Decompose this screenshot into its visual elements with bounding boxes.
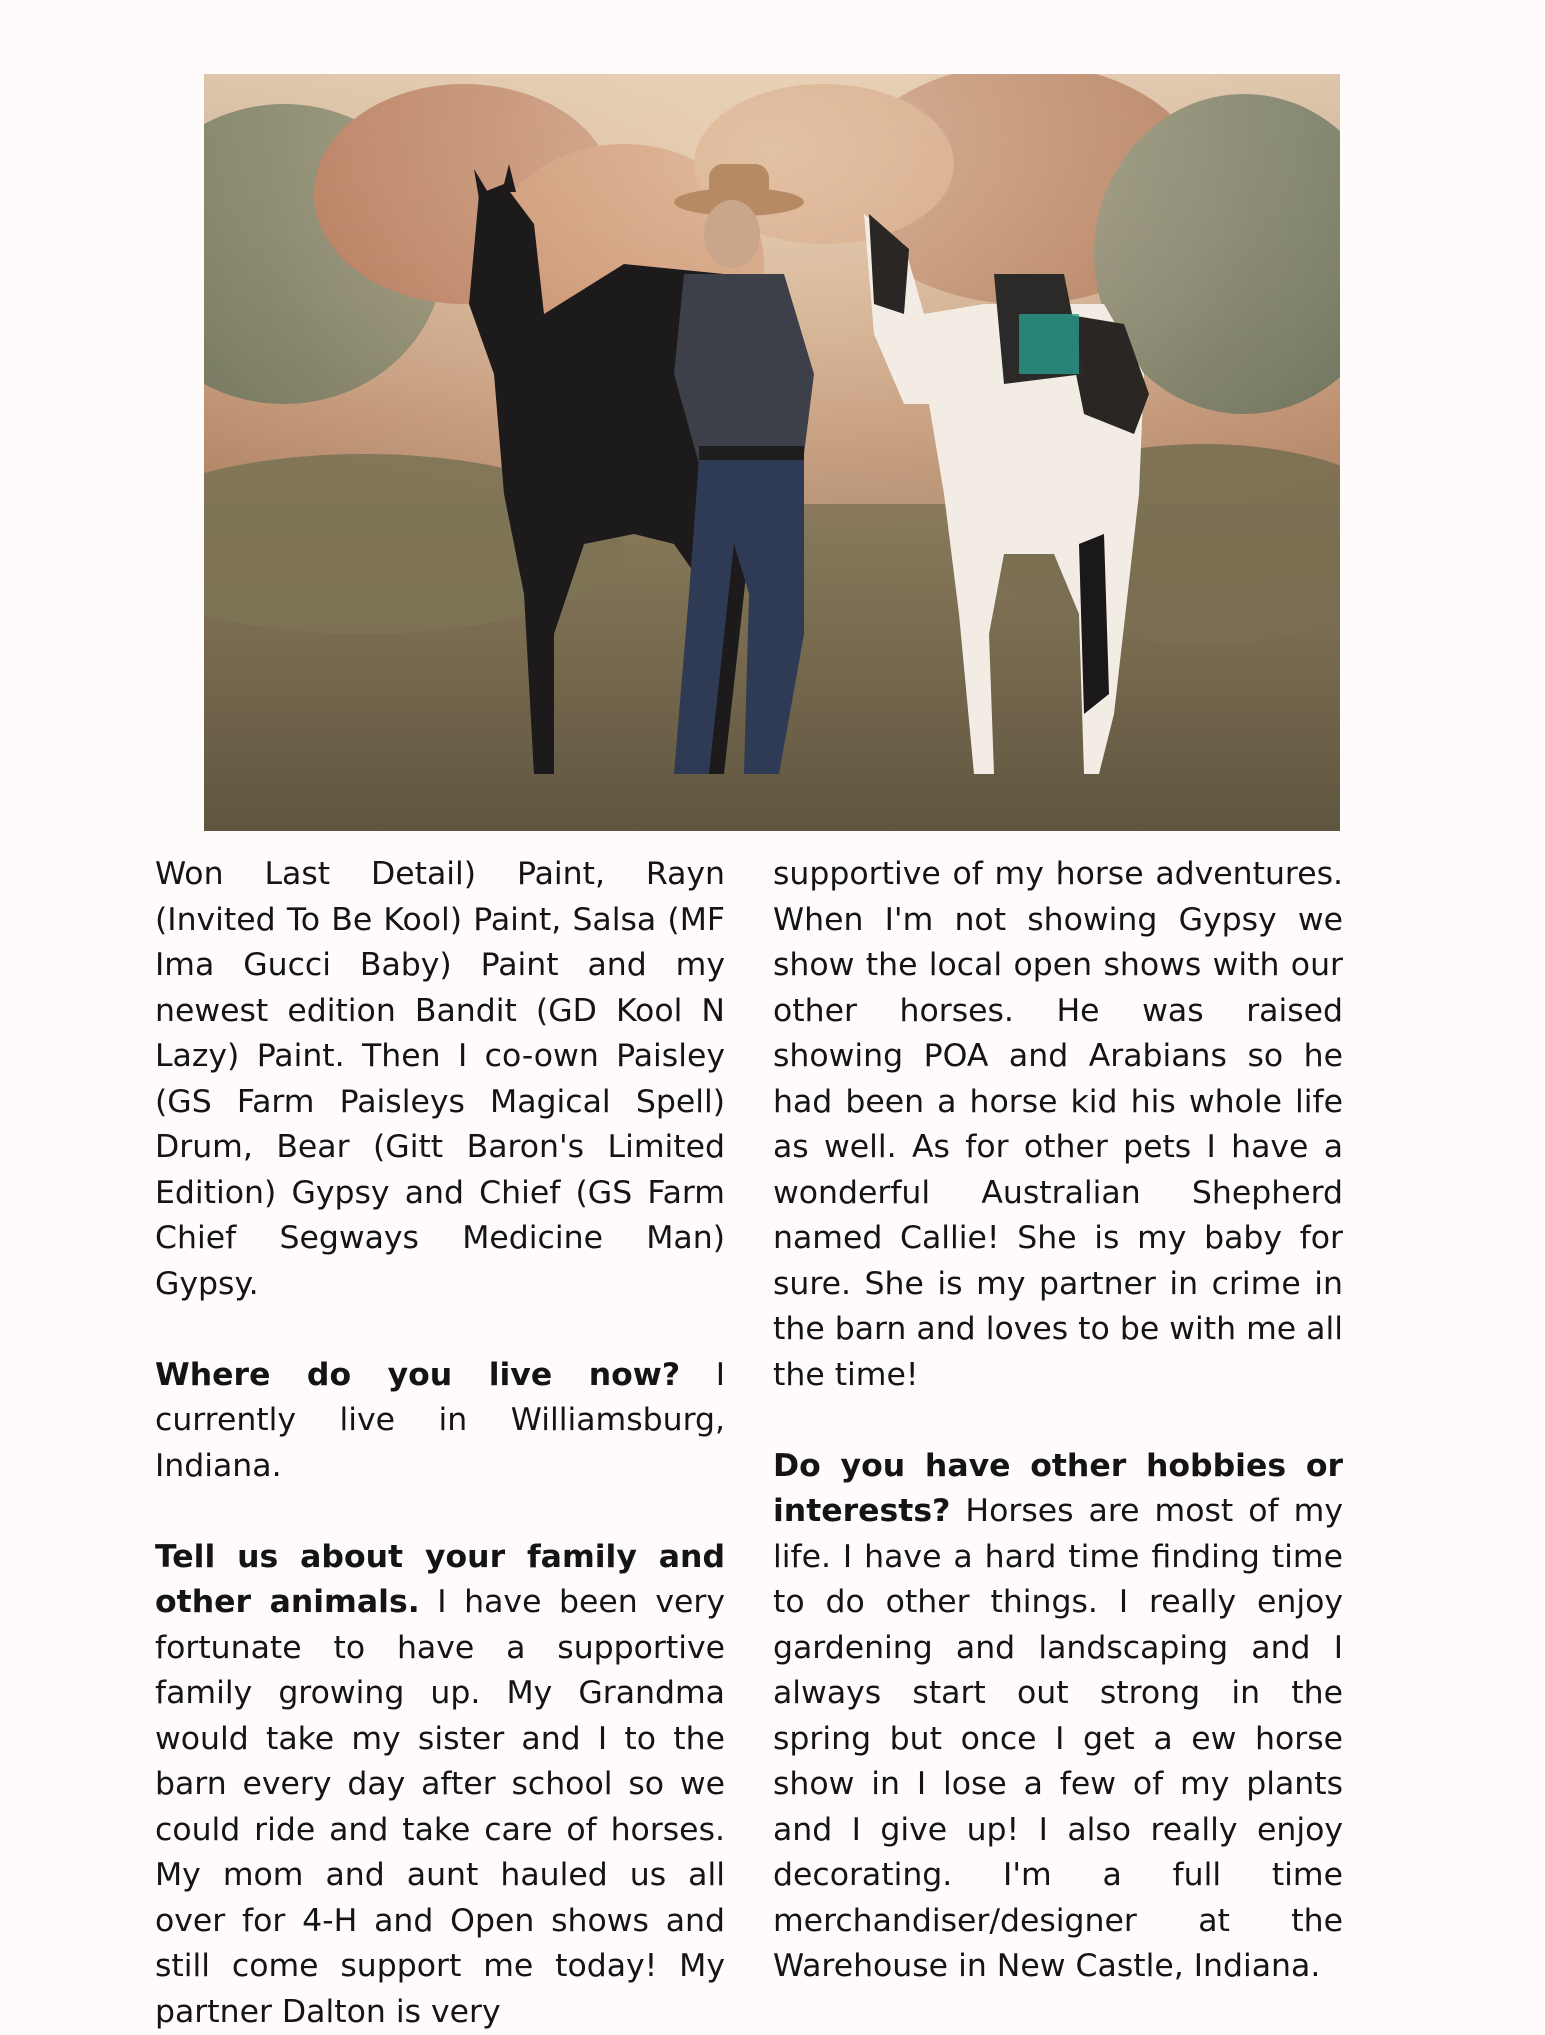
hobbies-paragraph bbox=[773, 1444, 1343, 1990]
question-where-live: Where do you live now? bbox=[155, 1357, 680, 1393]
left-intro-paragraph: Won Last Detail) Paint, Rayn (Invited To Be Kool) Paint, Salsa (MF Ima Gucci Baby) Paint and my newest edition Bandit (GD Kool N Lazy) Paint. Then I co-own Paisley (GS Farm Paisleys Magical Spell) Drum, Bear (Gitt Baron's Limited Edition) Gypsy and Chief (GS Farm Chief Segways Medicine Man) Gypsy. bbox=[155, 852, 725, 1307]
left-column bbox=[155, 852, 725, 2035]
horses-and-rider-photo bbox=[204, 74, 1340, 831]
question-hobbies: Do you have other hobbies or interests? bbox=[773, 1448, 1343, 1530]
question-family: Tell us about your family and other animals. bbox=[155, 1539, 725, 1621]
right-continued-paragraph: supportive of my horse adventures. When I'm not showing Gypsy we show the local open shows with our other horses. He was raised showing POA and Arabians so he had been a horse kid his whole life as well. As for other pets I have a wonderful Australian Shepherd named Callie! She is my baby for sure. She is my partner in crime in the barn and loves to be with me all the time! bbox=[773, 852, 1343, 1398]
answer-family: I have been very fortunate to have a supportive family growing up. My Grandma would take my sister and I to the barn every day after school so we could ride and take care of horses. My mom and aunt hauled us all over for 4-H and Open shows and still come support me today! My partner Dalton is very bbox=[155, 1584, 725, 2030]
answer-hobbies: Horses are most of my life. I have a hard time finding time to do other things. I really enjoy gardening and landscaping and I always start out strong in the spring but once I get a ew horse show in I lose a few of my plants and I give up! I also really enjoy decorating. I'm a full time merchandiser/designer at the Warehouse in New Castle, Indiana. bbox=[773, 1493, 1343, 1984]
answer-where-live: I currently live in Williamsburg, Indiana. bbox=[155, 1357, 725, 1484]
family-paragraph bbox=[155, 1535, 725, 2035]
live-paragraph bbox=[155, 1353, 725, 1490]
right-column bbox=[773, 852, 1343, 1990]
